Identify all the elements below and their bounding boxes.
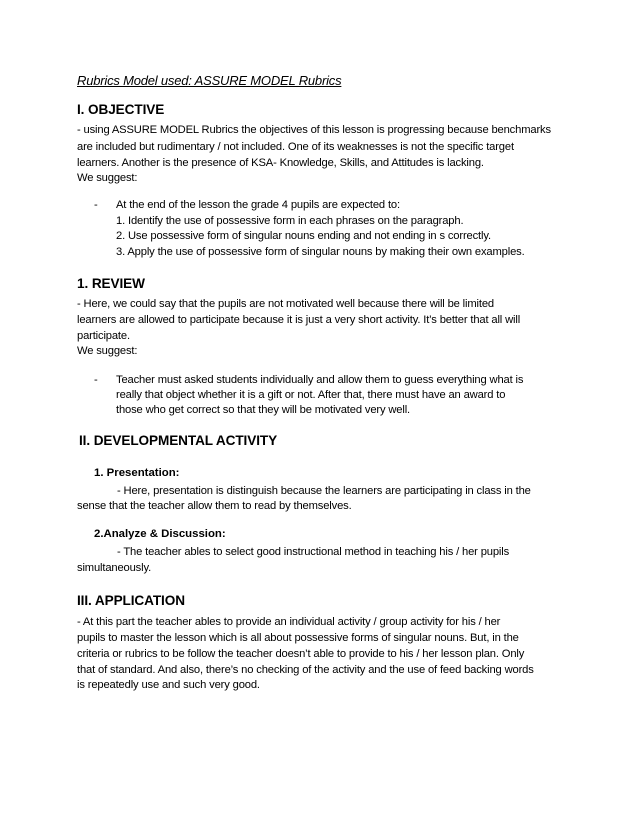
application-heading: III. APPLICATION <box>77 593 185 608</box>
objective-bullet-line: 3. Apply the use of possessive form of singular nouns by making their own examples. <box>116 246 525 258</box>
application-paragraph-line: criteria or rubrics to be follow the teacher doesn’t able to provide to his / her lesson plan. Only <box>77 648 525 660</box>
review-paragraph-line: participate. <box>77 330 130 342</box>
review-paragraph-line: learners are allowed to participate because it is just a very short activity. It’s better that all will <box>77 314 521 326</box>
objective-suggest-label: We suggest: <box>77 172 138 184</box>
objective-bullet-mark: - <box>94 199 98 211</box>
application-paragraph-line: - At this part the teacher ables to provide an individual activity / group activity for his / her <box>77 616 501 628</box>
analyze-line: - The teacher ables to select good instructional method in teaching his / her pupils <box>117 546 510 558</box>
presentation-line: sense that the teacher allow them to read by themselves. <box>77 500 352 512</box>
review-bullet-line: those who get correct so that they will be motivated very well. <box>116 404 410 416</box>
presentation-subheading: 1. Presentation: <box>94 467 180 479</box>
review-bullet-line: really that object whether it is a gift or not. After that, there must have an award to <box>116 389 506 401</box>
presentation-line: - Here, presentation is distinguish because the learners are participating in class in the <box>117 485 531 497</box>
objective-paragraph-line: are included but rudimentary / not included. One of its weaknesses is not the specific target <box>77 141 514 153</box>
review-bullet-line: Teacher must asked students individually and allow them to guess everything what is <box>116 374 524 386</box>
review-suggest-label: We suggest: <box>77 345 138 357</box>
review-bullet-mark: - <box>94 374 98 386</box>
application-paragraph-line: that of standard. And also, there’s no checking of the activity and the use of feed backing words <box>77 664 534 676</box>
document-title: Rubrics Model used: ASSURE MODEL Rubrics <box>77 73 342 88</box>
objective-paragraph-line: - using ASSURE MODEL Rubrics the objectives of this lesson is progressing because benchmarks <box>77 124 551 136</box>
objective-bullet-line: 1. Identify the use of possessive form in each phrases on the paragraph. <box>116 215 464 227</box>
application-paragraph-line: pupils to master the lesson which is all about possessive forms of singular nouns. But, in the <box>77 632 519 644</box>
developmental-heading: II. DEVELOPMENTAL ACTIVITY <box>79 433 278 448</box>
review-paragraph-line: - Here, we could say that the pupils are not motivated well because there will be limited <box>77 298 494 310</box>
objective-heading: I. OBJECTIVE <box>77 102 165 117</box>
objective-bullet-line: At the end of the lesson the grade 4 pupils are expected to: <box>116 199 400 211</box>
review-heading: 1. REVIEW <box>77 276 145 291</box>
analyze-subheading: 2.Analyze & Discussion: <box>94 528 226 540</box>
analyze-line: simultaneously. <box>77 562 152 574</box>
objective-paragraph-line: learners. Another is the presence of KSA- Knowledge, Skills, and Attitudes is lacking. <box>77 157 484 169</box>
objective-bullet-line: 2. Use possessive form of singular nouns ending and not ending in s correctly. <box>116 230 491 242</box>
application-paragraph-line: is repeatedly use and such very good. <box>77 679 260 691</box>
